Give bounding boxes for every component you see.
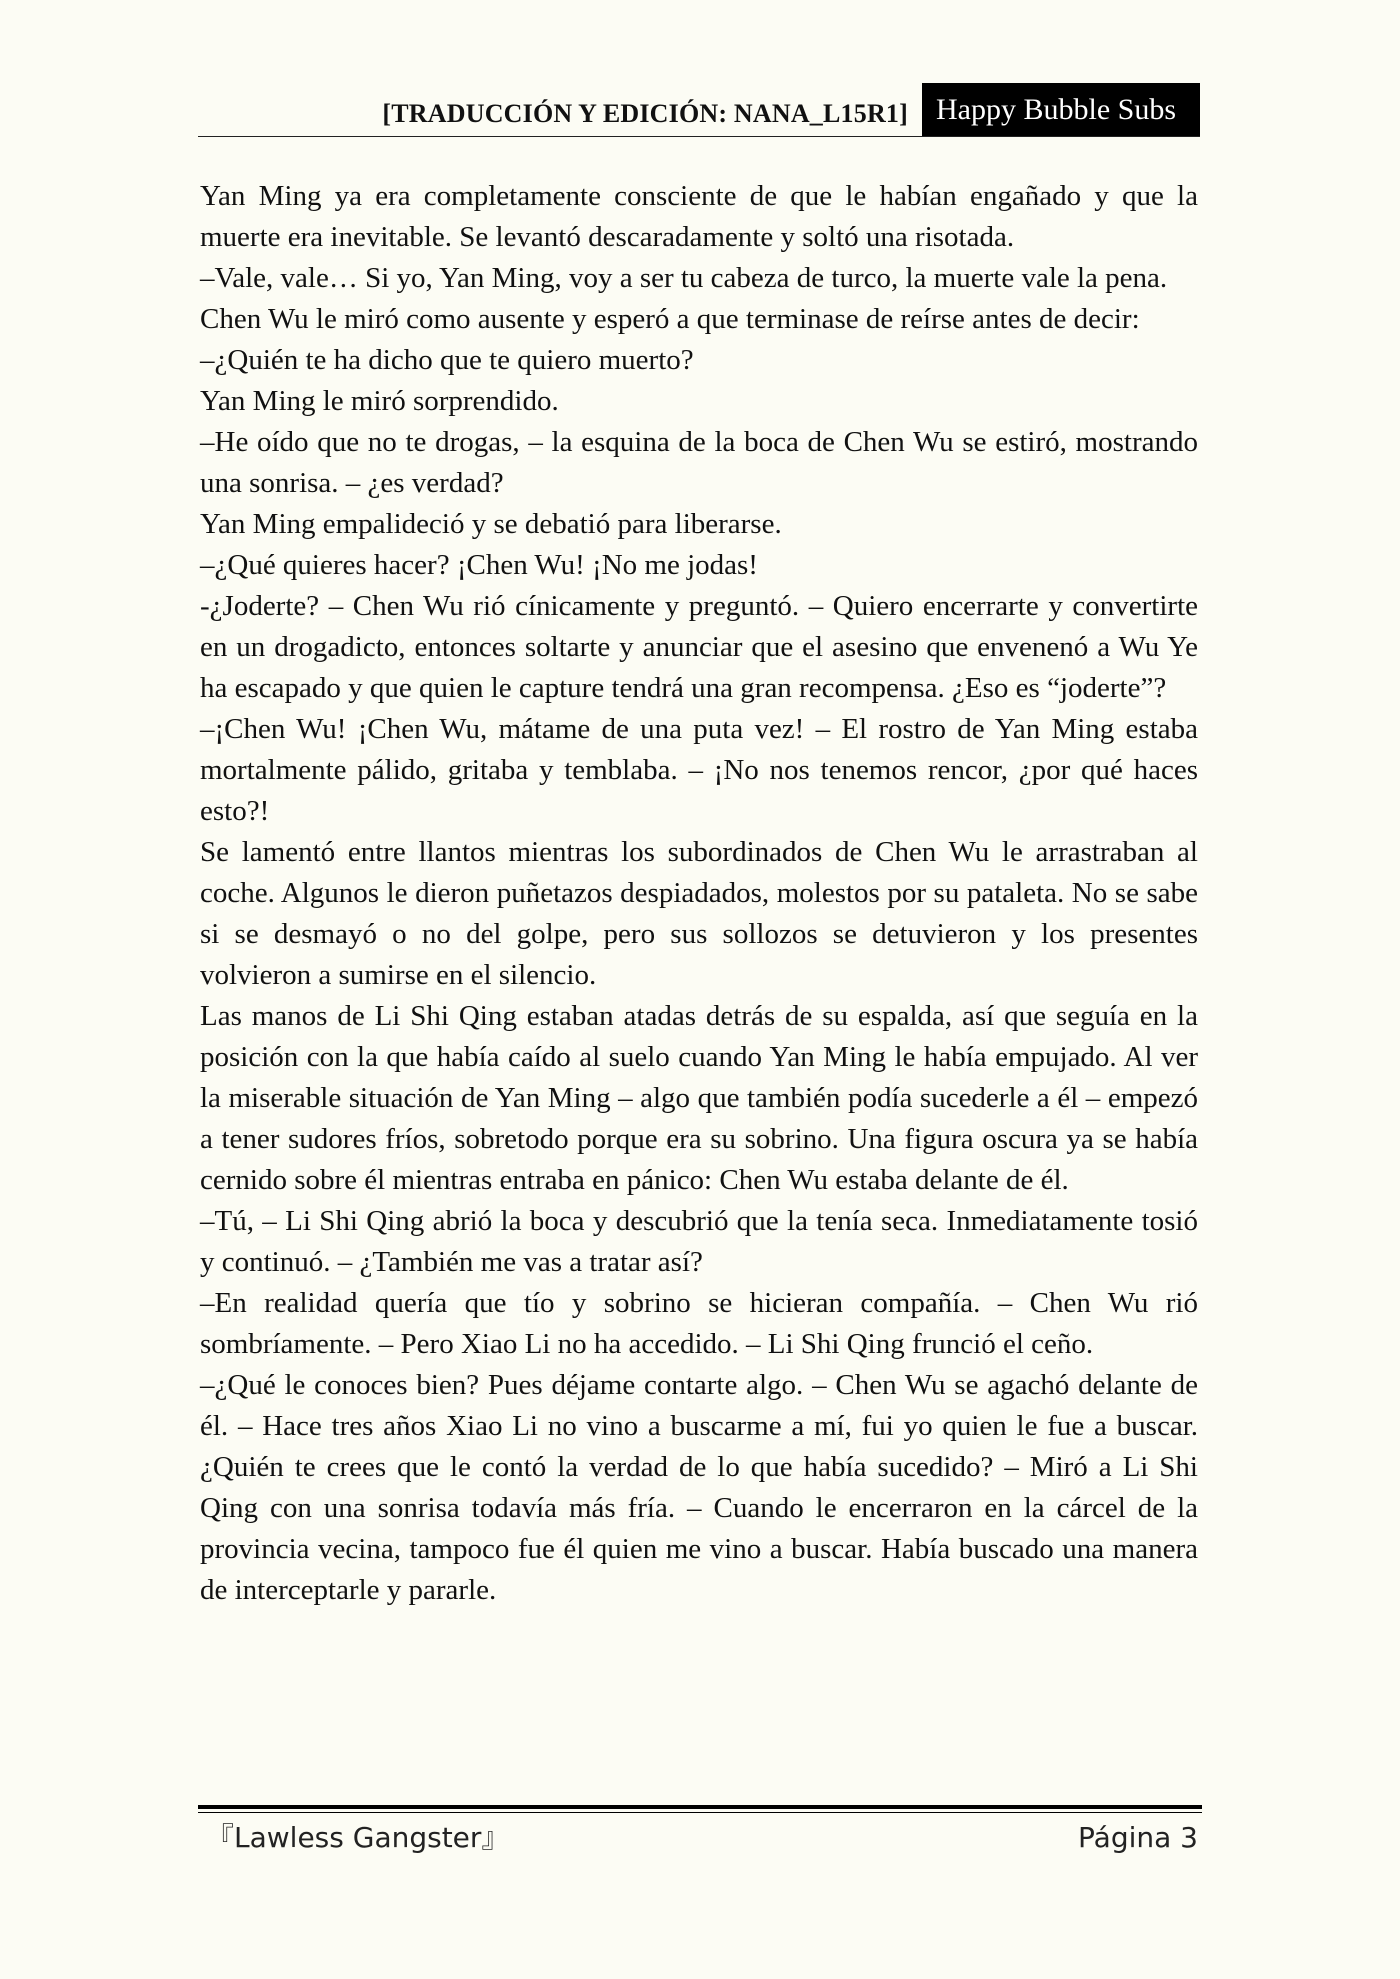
paragraph: –He oído que no te drogas, – la esquina de la boca de Chen Wu se estiró, mostrando una sonrisa. – ¿es verdad? — [200, 426, 1198, 499]
header-brand-badge: Happy Bubble Subs — [922, 83, 1200, 137]
paragraph: Yan Ming le miró sorprendido. — [200, 385, 559, 417]
paragraph: –Tú, – Li Shi Qing abrió la boca y descubrió que la tenía seca. Inmediatamente tosió y continuó. – ¿También me vas a tratar así? — [200, 1205, 1198, 1278]
paragraph: –¿Qué quieres hacer? ¡Chen Wu! ¡No me jodas! — [200, 549, 758, 581]
footer-page-number: Página 3 — [1078, 1821, 1198, 1854]
paragraph: –¿Qué le conoces bien? Pues déjame contarte algo. – Chen Wu se agachó delante de él. – Hace tres años Xiao Li no vino a buscarme a mí, fui yo quien le fue a buscar. ¿Quién te crees que le contó la verdad de lo que había sucedido? – Miró a Li Shi Qing con una sonrisa todavía más fría. – Cuando le encerraron en la cárcel de la provincia vecina, tampoco fue él quien me vino a buscar. Había buscado una manera de interceptarle y pararle. — [200, 1369, 1198, 1606]
paragraph: -¿Joderte? – Chen Wu rió cínicamente y preguntó. – Quiero encerrarte y convertirte en un drogadicto, entonces soltarte y anunciar que el asesino que envenenó a Wu Ye ha escapado y que quien le capture tendrá una gran recompensa. ¿Eso es “joderte”? — [200, 590, 1198, 704]
paragraph: Chen Wu le miró como ausente y esperó a que terminase de reírse antes de decir: — [200, 303, 1140, 335]
paragraph: –En realidad quería que tío y sobrino se hicieran compañía. – Chen Wu rió sombríamente. – Pero Xiao Li no ha accedido. – Li Shi Qing frunció el ceño. — [200, 1287, 1198, 1360]
paragraph: –¿Quién te ha dicho que te quiero muerto? — [200, 344, 694, 376]
footer-divider-thick — [198, 1805, 1202, 1809]
paragraph: Las manos de Li Shi Qing estaban atadas detrás de su espalda, así que seguía en la posición con la que había caído al suelo cuando Yan Ming le había empujado. Al ver la miserable situación de Yan Ming – algo que también podía sucederle a él – empezó a tener sudores fríos, sobretodo porque era su sobrino. Una figura oscura ya se había cernido sobre él mientras entraba en pánico: Chen Wu estaba delante de él. — [200, 1000, 1198, 1196]
paragraph: Yan Ming empalideció y se debatió para liberarse. — [200, 508, 782, 540]
paragraph: –Vale, vale… Si yo, Yan Ming, voy a ser tu cabeza de turco, la muerte vale la pena. — [200, 262, 1168, 294]
footer-divider-thin — [198, 1812, 1202, 1813]
page-footer — [206, 1818, 1198, 1858]
page-header — [198, 83, 1200, 137]
body-text — [200, 176, 1198, 1611]
paragraph: Se lamentó entre llantos mientras los subordinados de Chen Wu le arrastraban al coche. Algunos le dieron puñetazos despiadados, molestos por su pataleta. No se sabe si se desmayó o no del golpe, pero sus sollozos se detuvieron y los presentes volvieron a sumirse en el silencio. — [200, 836, 1198, 991]
header-divider — [198, 136, 1200, 137]
paragraph: –¡Chen Wu! ¡Chen Wu, mátame de una puta vez! – El rostro de Yan Ming estaba mortalmente pálido, gritaba y temblaba. – ¡No nos tenemos rencor, ¿por qué haces esto?! — [200, 713, 1198, 827]
header-credit: [TRADUCCIÓN Y EDICIÓN: NANA_L15R1] — [382, 99, 908, 128]
footer-book-title: 『Lawless Gangster』 — [206, 1821, 510, 1854]
paragraph: Yan Ming ya era completamente consciente de que le habían engañado y que la muerte era inevitable. Se levantó descaradamente y soltó una risotada. — [200, 180, 1198, 253]
